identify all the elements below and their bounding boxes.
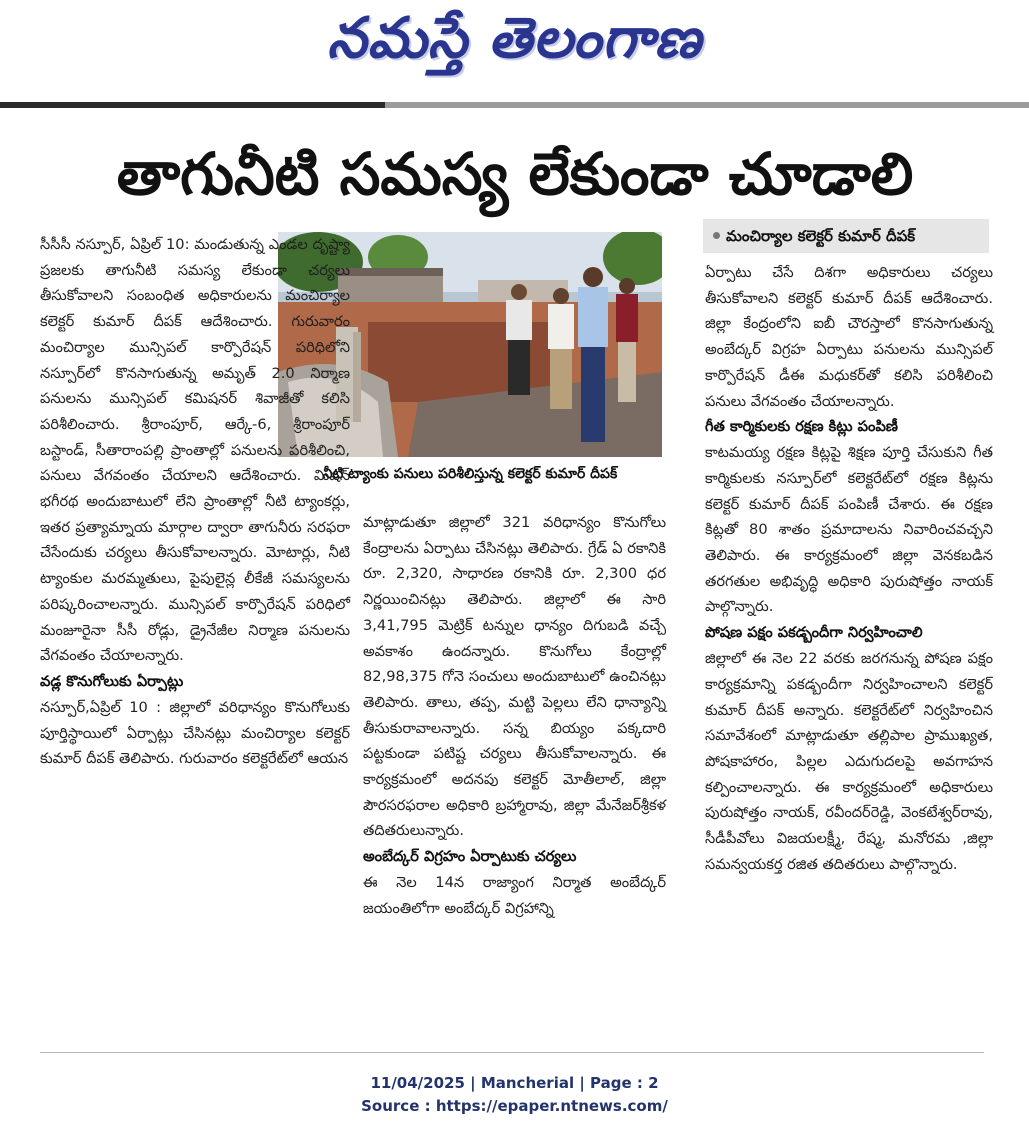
article-byline	[703, 219, 989, 253]
newspaper-logo: నమస్తే తెలంగాణ	[327, 6, 702, 71]
column-3-subhead-2: పోషణ పక్షం పకడ్బందీగా నిర్వహించాలి	[705, 624, 923, 642]
column-3-subhead-1: గీత కార్మికులకు రక్షణ కిట్లు పంపిణీ	[705, 418, 898, 436]
column-2-paragraph-1: మాట్లాడుతూ జిల్లాలో 321 వరిధాన్యం కొనుగోలు కేంద్రాలను ఏర్పాటు చేసినట్లు తెలిపారు. గ్రేడ్ ఏ రకానికి రూ. 2,320, సాధారణ రకానికి రూ. 2,300 ధర నిర్ణయించినట్లు తెలిపారు. జిల్లాలో ఈ సారి 3,41,795 మెట్రిక్ టన్నుల ధాన్యం దిగుబడి వచ్చే అవకాశం ఉందన్నారు. కొనుగోలు కేంద్రాల్లో 82,98,375 గోనె సంచులు అందుబాటులో ఉంచినట్లు తెలిపారు. తాలు, తప్ప, మట్టి పెల్లలు లేని ధాన్యాన్ని తీసుకురావాలన్నారు. సన్న బియ్యం పక్కదారి పట్టకుండా పటిష్ట చర్యలు తీసుకోవాలన్నారు. ఈ కార్యక్రమంలో అదనపు కలెక్టర్ మోతీలాల్, జిల్లా పౌరసరఫరాల అధికారి బ్రహ్మారావు, జిల్లా మేనేజర్‌శ్రీకళ తదితరులున్నారు.	[363, 514, 666, 840]
column-3-paragraph-1: ఏర్పాటు చేసే దిశగా అధికారులు చర్యలు తీసుకోవాలని కలెక్టర్ కుమార్ దీపక్ ఆదేశించారు. జిల్లా కేంద్రంలోని ఐబీ చౌరస్తాలో కొనసాగుతున్న అంబేద్కర్ విగ్రహ ఏర్పాటు పనులను మున్సిపల్ కార్పొరేషన్ డీఈ మధుకర్‌తో కలిసి పరిశీలించి పనులు వేగవంతం చేయాలన్నారు.	[705, 264, 993, 410]
photo-caption: నీటి ట్యాంకు పనులు పరిశీలిస్తున్న కలెక్టర్ కుమార్ దీపక్	[322, 466, 618, 482]
article-column-2	[363, 510, 666, 922]
masthead-rule-grey	[385, 102, 1029, 108]
masthead	[0, 0, 1029, 100]
article-headline: తాగునీటి సమస్య లేకుండా చూడాలి	[116, 140, 914, 208]
footer-source-link[interactable]: Source : https://epaper.ntnews.com/	[361, 1097, 668, 1115]
footer-date-edition: 11/04/2025 | Mancherial | Page : 2	[370, 1074, 659, 1092]
article-column-3	[705, 260, 993, 877]
byline-text: మంచిర్యాల కలెక్టర్ కుమార్ దీపక్	[726, 227, 916, 245]
column-2-subhead: అంబేద్కర్ విగ్రహం ఏర్పాటుకు చర్యలు	[363, 848, 577, 866]
bullet-icon	[713, 232, 720, 239]
column-3-paragraph-3: జిల్లాలో ఈ నెల 22 వరకు జరగనున్న పోషణ పక్షం కార్యక్రమాన్ని పకడ్బందీగా నిర్వహించాలని కలెక్టర్ కుమార్ దీపక్ అన్నారు. కలెక్టరేట్‌లో నిర్వహించిన సమావేశంలో మాట్లాడుతూ తల్లిపాల ప్రాముఖ్యత, పోషకాహారం, పిల్లల ఎదుగుదలపై అవగాహన కల్పించాలన్నారు. ఈ కార్యక్రమంలో అధికారులు పురుషోత్తం నాయక్, రవీందర్‌రెడ్డి, వెంకటేశ్వర్‌రావు, సీడీపీవోలు విజయలక్ష్మీ, రేష్మ, మనోరమ ,జిల్లా సమన్వయకర్త రజిత తదితరులు పాల్గొన్నారు.	[705, 650, 993, 873]
footer-divider	[40, 1052, 984, 1053]
column-1-paragraph-1: సీసీసీ నస్పూర్, ఏప్రిల్ 10: మండుతున్న ఎండల దృష్ట్యా ప్రజలకు తాగునీటి సమస్య లేకుండా చర్యలు తీసుకోవాలని సంబంధిత అధికారులను మంచిర్యాల కలెక్టర్ కుమార్ దీపక్ ఆదేశించారు. గురువారం మంచిర్యాల మున్సిపల్ కార్పొరేషన్ పరిధిలోని నస్పూర్‌లో కొనసాగుతున్న అమృత్ 2.0 నిర్మాణ పనులను మున్సిపల్ కమిషనర్ శివాజీతో కలిసి పరిశీలించారు. శ్రీరాంపూర్, ఆర్కే-6, శ్రీరాంపూర్ బస్టాండ్, సీతారాంపల్లి ప్రాంతాల్లో పనులను పరిశీలించి, పనులు వేగవంతం చేయాలని ఆదేశించారు. మిషన్ భగీరథ అందుబాటులో లేని ప్రాంతాల్లో నీటి ట్యాంకర్లు, ఇతర ప్రత్యామ్నాయ మార్గాల ద్వారా తాగునీరు సరఫరా చేసేందుకు చర్యలు తీసుకోవాలన్నారు. మోటార్లు, నీటి ట్యాంకుల మరమ్మతులు, పైపులైన్ల లీకేజీ సమస్యలను పరిష్కరించాలన్నారు. మున్సిపల్ కార్పొరేషన్ పరిధిలో మంజూరైనా సీసీ రోడ్లు, డ్రైనేజీల నిర్మాణ పనులను వేగవంతం చేయాలన్నారు.	[40, 236, 350, 665]
column-1-paragraph-2: నస్పూర్,ఏప్రిల్ 10 : జిల్లాలో వరిధాన్యం కొనుగోలుకు పూర్తిస్థాయిలో ఏర్పాట్లు చేసినట్లు మంచిర్యాల కలెక్టర్ కుమార్ దీపక్ తెలిపారు. గురువారం కలెక్టరేట్‌లో ఆయన	[40, 698, 350, 768]
column-1-subhead: వడ్ల కొనుగోలుకు ఏర్పాట్లు	[40, 672, 184, 690]
column-3-paragraph-2: కాటమయ్య రక్షణ కిట్లపై శిక్షణ పూర్తి చేసుకుని గీత కార్మికులకు నస్పూర్‌లో కలెక్టరేట్‌లో రక్షణ కిట్లను కలెక్టర్ కుమార్ దీపక్ పంపిణీ చేశారు. ఈ రక్షణ కిట్లతో 80 శాతం ప్రమాదాలను నివారించవచ్చని తెలిపారు. ఈ కార్యక్రమంలో జిల్లా వెనకబడిన తరగతుల అభివృద్ధి అధికారి పురుషోత్తం నాయక్ పాల్గొన్నారు.	[705, 444, 993, 616]
column-2-paragraph-2: ఈ నెల 14న రాజ్యాంగ నిర్మాత అంబేద్కర్ జయంతిలోగా అంబేద్కర్ విగ్రహాన్ని	[363, 874, 666, 917]
masthead-rule-dark	[0, 102, 385, 108]
article-column-1	[40, 232, 350, 772]
